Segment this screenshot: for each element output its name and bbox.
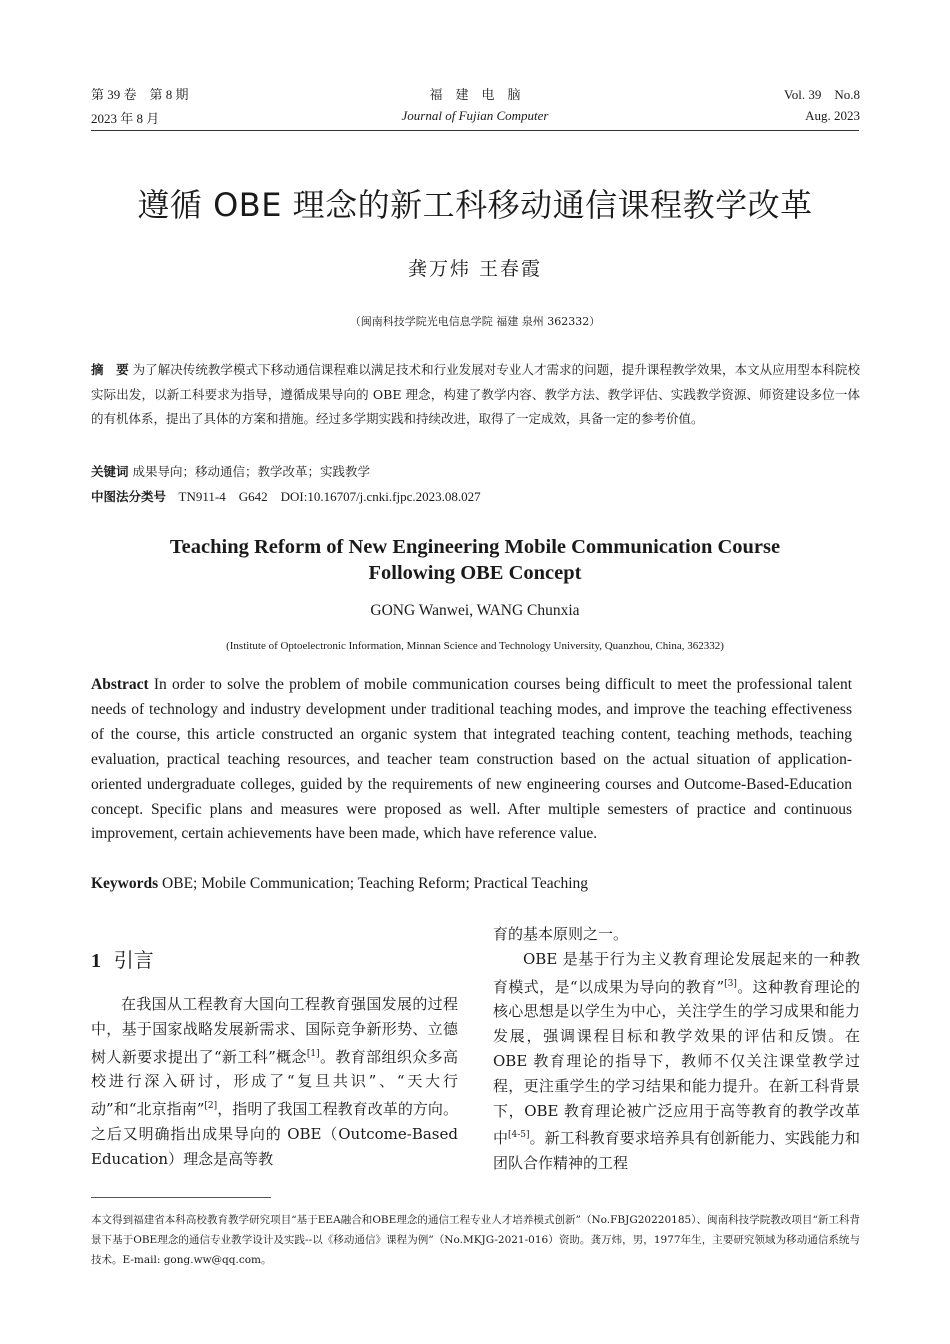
paragraph bbox=[91, 992, 458, 1172]
footnote-rule bbox=[91, 1197, 271, 1198]
keywords-en bbox=[91, 872, 852, 896]
header-rule bbox=[91, 130, 859, 131]
citation: [4-5] bbox=[508, 1130, 530, 1141]
paper-title-en-line2: Following OBE Concept bbox=[368, 562, 582, 584]
header-volume-en: Vol. 39 No.8 bbox=[784, 87, 860, 102]
abstract-cn bbox=[91, 358, 860, 432]
authors-cn: 龚万炜 王春霞 bbox=[407, 258, 543, 280]
citation: [2] bbox=[204, 1101, 218, 1112]
abstract-en-label: Abstract bbox=[91, 676, 149, 693]
classification-code: TN911-4 G642 DOI:10.16707/j.cnki.fjpc.2023.08.027 bbox=[178, 489, 481, 504]
text-run: 。新工科教育要求培养具有创新能力、实践能力和团队合作精神的工程 bbox=[493, 1129, 860, 1173]
header-date-en: Aug. 2023 bbox=[805, 108, 860, 123]
text-run: ，指明了我国工程教育改革的方向。之后又明确指出成果导向的 OBE（Outcome-Based Education）理念是高等教 bbox=[91, 1100, 458, 1168]
abstract-cn-text: 为了解决传统教学模式下移动通信课程难以满足技术和行业发展对专业人才需求的问题，提升课程教学效果，本文从应用型本科院校实际出发，以新工科要求为指导，遵循成果导向的 OBE 理念，构建了教学内容、教学方法、教学评估、实践教学资源、师资建设多位一体的有机体系，提出了具体的方案和措施。经过多学期实践和持续改进，取得了一定成效，具备一定的参考价值。 bbox=[91, 362, 860, 426]
keywords-cn-text: 成果导向；移动通信；教学改革；实践教学 bbox=[132, 464, 371, 479]
section-title: 引言 bbox=[113, 948, 154, 972]
keywords-en-text: OBE; Mobile Communication; Teaching Reform; Practical Teaching bbox=[158, 875, 589, 892]
text-run: 。教育部组织众多高校进行深入研讨，形成了“复旦共识”、“天大行动”和“北京指南” bbox=[91, 1047, 458, 1119]
paragraph: 育的基本原则之一。 bbox=[493, 925, 629, 943]
body-column-left bbox=[91, 992, 458, 1172]
paragraph bbox=[493, 947, 860, 1176]
affiliation-en: (Institute of Optoelectronic Information, Minnan Science and Technology University, Quanzhou, China, 362332) bbox=[226, 640, 724, 652]
header-volume-cn: 第 39 卷 第 8 期 bbox=[91, 87, 189, 102]
citation: [3] bbox=[724, 978, 737, 989]
header-journal-cn: 福 建 电 脑 bbox=[429, 87, 521, 102]
abstract-en bbox=[91, 673, 852, 847]
header-journal-en: Journal of Fujian Computer bbox=[401, 108, 549, 123]
footnote: 本文得到福建省本科高校教育教学研究项目“基于EEA融合和OBE理念的通信工程专业人才培养模式创新”（No.FBJG20220185）、闽南科技学院教改项目“新工科背景下基于OBE理念的通信专业教学设计及实践--以《移动通信》课程为例”（No.MKJG-2021-016）资助。龚万炜，男，1977年生，主要研究领域为移动通信系统与技术。E-mail: gong.ww@qq.com。 bbox=[91, 1214, 860, 1266]
text-run: 。这种教育理论的核心思想是以学生为中心，关注学生的学习成果和能力发展，强调课程目标和教学效果的评估和反馈。在 OBE 教育理论的指导下，教师不仅关注课堂教学过程，更注重学生的学习结果和能力提升。在新工科背景下，OBE 教育理论被广泛应用于高等教育的教学改革中 bbox=[493, 977, 860, 1148]
paper-title-en-line1: Teaching Reform of New Engineering Mobile Communication Course bbox=[169, 536, 781, 558]
header-date-cn: 2023 年 8 月 bbox=[91, 111, 160, 126]
text-run: 在我国从工程教育大国向工程教育强国发展的过程中，基于国家战略发展新需求、国际竞争新形势、立德树人新要求提出了“新工科”概念 bbox=[91, 995, 458, 1066]
keywords-en-label: Keywords bbox=[91, 875, 159, 892]
section-number: 1 bbox=[91, 950, 101, 972]
paper-title-cn: 遵循 OBE 理念的新工科移动通信课程教学改革 bbox=[137, 186, 813, 224]
keywords-cn-label: 关键词 bbox=[91, 464, 129, 479]
text-run: OBE 是基于行为主义教育理论发展起来的一种教育模式，是“以成果为导向的教育” bbox=[493, 949, 860, 996]
abstract-en-text: In order to solve the problem of mobile communication courses being difficult to meet the professional talent needs of technology and industry development under traditional teaching modes, and improve the teaching effectiveness of the course, this article constructed an organic system that integrated teaching content, teaching methods, teaching evaluation, practical teaching resources, and teacher team construction based on the actual situation of application-oriented undergraduate colleges, guided by the requirements of new engineering courses and Outcome-Based-Education concept. Specific plans and measures were proposed as well. After multiple semesters of practice and continuous improvement, certain achievements have been made, which have reference value. bbox=[91, 676, 852, 843]
section-heading bbox=[91, 944, 154, 973]
body-column-right bbox=[493, 922, 860, 1176]
citation: [1] bbox=[306, 1048, 320, 1059]
classification-label: 中图法分类号 bbox=[91, 489, 167, 504]
authors-en: GONG Wanwei, WANG Chunxia bbox=[370, 602, 580, 619]
keywords-cn bbox=[91, 460, 860, 509]
paper-title-en bbox=[100, 534, 850, 586]
affiliation-cn: （闽南科技学院光电信息学院 福建 泉州 362332） bbox=[349, 315, 601, 328]
abstract-cn-label: 摘 要 bbox=[91, 362, 129, 377]
